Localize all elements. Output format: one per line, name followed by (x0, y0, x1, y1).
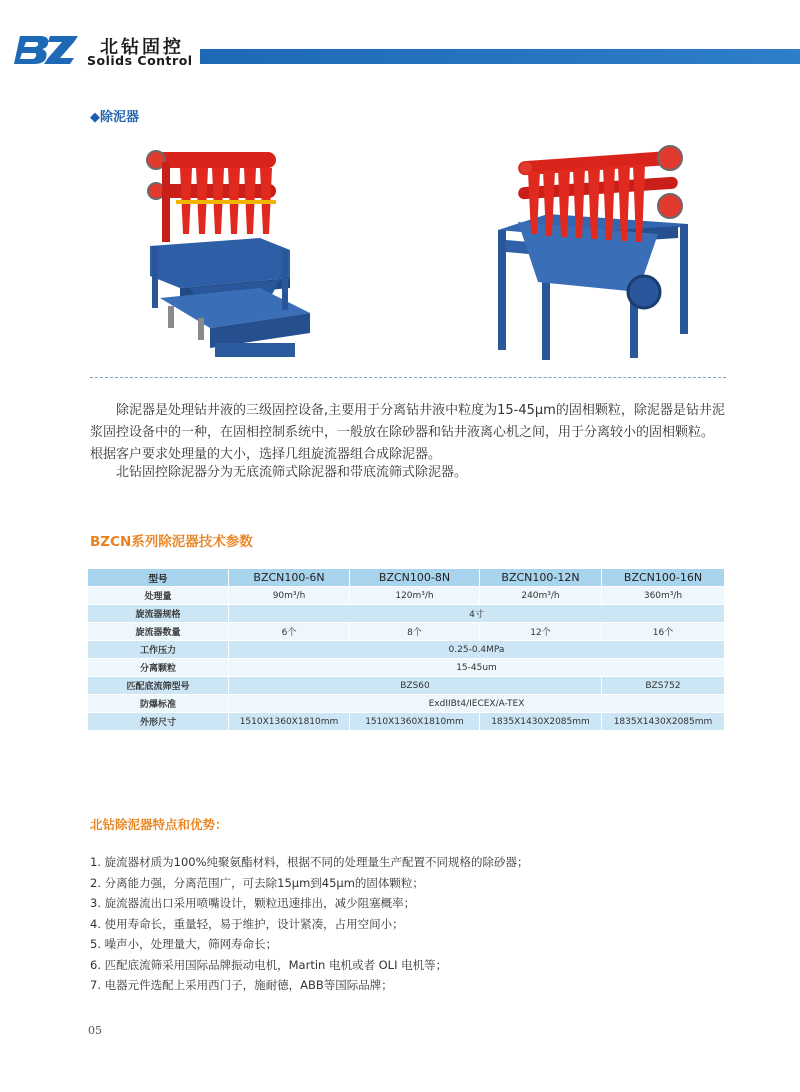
table-row (88, 695, 725, 713)
intro-paragraph: 除泥器是处理钻井液的三级固控设备,主要用于分离钻井液中粒度为15-45μm的固相颗粒，除泥器是钻井泥浆固控设备中的一种，在固相控制系统中，一般放在除砂器和钻井液离心机之间，用于分离较小的固相颗粒。根据客户要求处理量的大小，选择几组旋流器组合成除泥器。 (90, 403, 725, 462)
table-header-row (88, 569, 725, 587)
table-cell: 1510X1360X1810mm (350, 713, 480, 731)
table-cell: 12个 (480, 623, 602, 641)
list-item: 3. 旋流器流出口采用喷嘴设计，颗粒迅速排出，减少阻塞概率； (90, 896, 416, 910)
table-cell: 1835X1430X2085mm (480, 713, 602, 731)
table-cell: 0.25-0.4MPa (229, 641, 725, 659)
row-label: 处理量 (88, 587, 229, 605)
list-item: 4. 使用寿命长，重量轻，易于维护，设计紧凑，占用空间小； (90, 916, 404, 931)
list-item: 6. 匹配底流筛采用国际品牌振动电机，Martin 电机或者 OLI 电机等； (90, 957, 448, 972)
table-cell: ExdIIBt4/IECEX/A-TEX (229, 695, 725, 713)
spec-table (87, 568, 725, 731)
table-row (88, 587, 725, 605)
table-row (88, 677, 725, 695)
row-label: 外形尺寸 (88, 713, 229, 731)
row-label: 旋流器规格 (88, 605, 229, 623)
header-cell: 型号 (88, 569, 229, 587)
row-label: 旋流器数量 (88, 623, 229, 641)
list-item: 5. 噪声小，处理量大，筛网寿命长； (90, 937, 278, 951)
page-number: 05 (88, 1024, 102, 1037)
table-cell: 1835X1430X2085mm (602, 713, 725, 731)
table-cell: 6个 (229, 623, 350, 641)
desilter-image-right (488, 142, 690, 360)
brand-name-cn: 北钻固控 (100, 37, 184, 58)
header-cell: BZCN100-12N (480, 569, 602, 587)
table-cell: 90m³/h (229, 587, 350, 605)
bz-logo-icon (14, 34, 80, 66)
features-title: 北钻除泥器特点和优势： (90, 817, 228, 832)
feature-list (90, 852, 529, 996)
table-cell: BZS752 (602, 677, 725, 695)
table-cell: 16个 (602, 623, 725, 641)
desilter-image-left (140, 138, 316, 366)
section-title: ◆除泥器 (90, 110, 139, 125)
table-cell: BZS60 (229, 677, 602, 695)
header-cell: BZCN100-6N (229, 569, 350, 587)
table-cell: 8个 (350, 623, 480, 641)
table-cell: 15-45um (229, 659, 725, 677)
table-cell: 360m³/h (602, 587, 725, 605)
row-label: 匹配底流筛型号 (88, 677, 229, 695)
list-item: 7. 电器元件选配上采用西门子，施耐德，ABB等国际品牌； (90, 978, 393, 992)
list-item: 1. 旋流器材质为100%纯聚氨酯材料，根据不同的处理量生产配置不同规格的除砂器； (90, 855, 529, 869)
header-cell: BZCN100-16N (602, 569, 725, 587)
table-row (88, 641, 725, 659)
table-cell: 1510X1360X1810mm (229, 713, 350, 731)
brand-name-en: Solids Control (87, 53, 193, 68)
row-label: 防爆标准 (88, 695, 229, 713)
table-cell: 120m³/h (350, 587, 480, 605)
spec-table-title: BZCN系列除泥器技术参数 (90, 534, 253, 550)
list-item: 2. 分离能力强，分离范围广，可去除15μm到45μm的固体颗粒； (90, 875, 424, 890)
table-cell: 240m³/h (480, 587, 602, 605)
table-row (88, 713, 725, 731)
table-row (88, 659, 725, 677)
table-row (88, 605, 725, 623)
header-cell: BZCN100-8N (350, 569, 480, 587)
intro-paragraph-types: 北钻固控除泥器分为无底流筛式除泥器和带底流筛式除泥器。 (116, 465, 468, 480)
section-divider (90, 377, 726, 378)
table-row (88, 623, 725, 641)
header-bar (200, 49, 800, 64)
row-label: 分离颗粒 (88, 659, 229, 677)
row-label: 工作压力 (88, 641, 229, 659)
table-cell: 4寸 (229, 605, 725, 623)
